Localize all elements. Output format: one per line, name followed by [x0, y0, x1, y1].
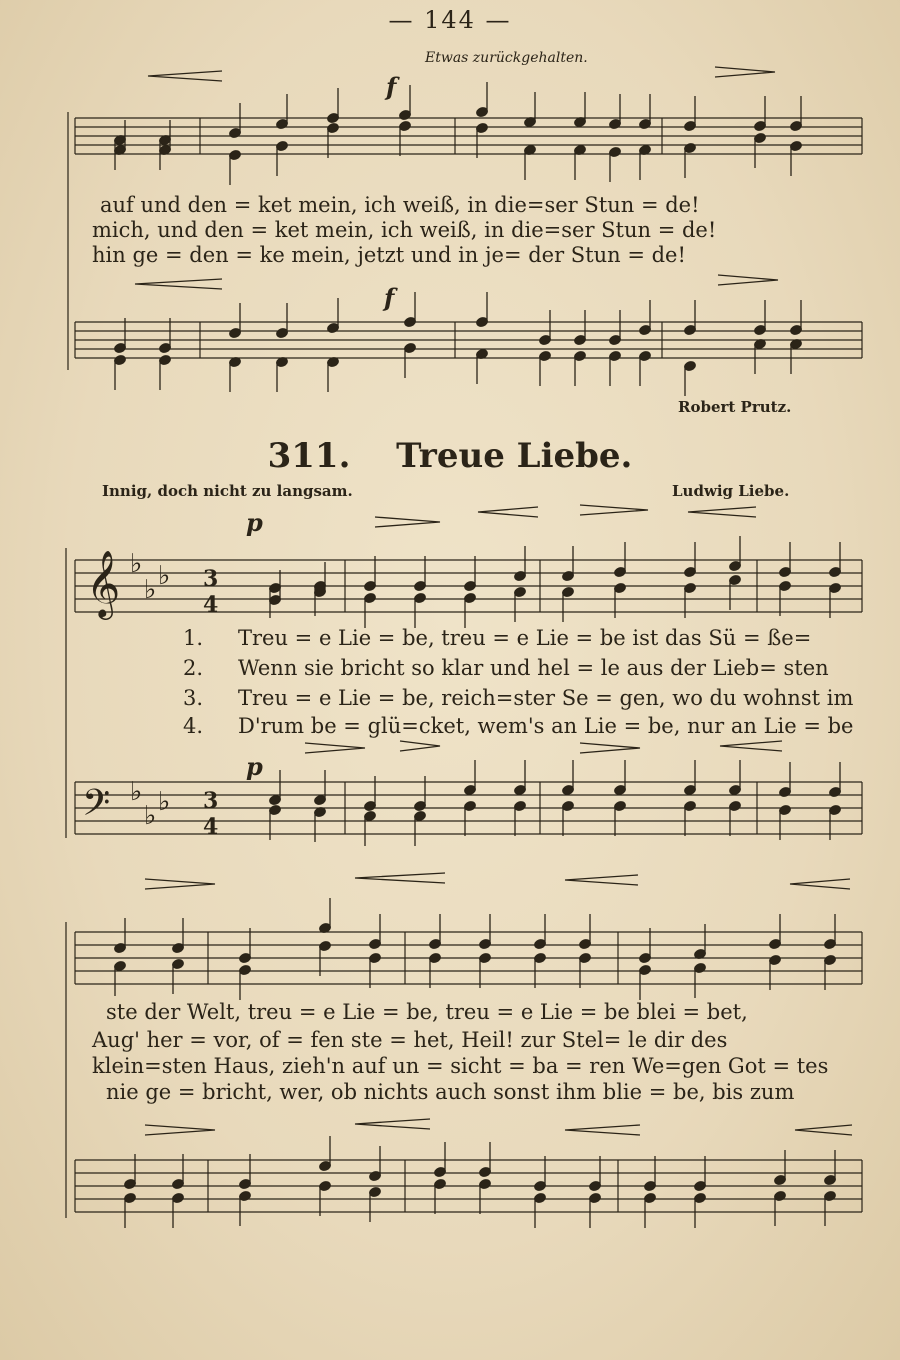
- treble-clef: 𝄞: [86, 549, 121, 617]
- verse-1-line-b: ste der Welt, treu = e Lie = be, treu = e Lie = be blei = bet,: [106, 1000, 748, 1024]
- verse-3-line-a: Treu = e Lie = be, reich=ster Se = gen, wo du wohnst im: [238, 686, 854, 710]
- staff-prev-lower: [75, 322, 862, 358]
- author-credit: Robert Prutz.: [678, 398, 792, 416]
- hairpin-311-12: [790, 879, 850, 889]
- hairpin-311-7: [580, 743, 640, 753]
- hairpin-prev-1: [148, 71, 222, 81]
- time-signature-bottom: 4: [203, 592, 219, 618]
- hymn-tempo: Innig, doch nicht zu langsam.: [102, 482, 353, 500]
- hairpin-311-6: [400, 741, 440, 751]
- hairpin-311-11: [565, 875, 638, 885]
- hymn-composer: Ludwig Liebe.: [672, 482, 790, 500]
- key-flat: ♭: [144, 801, 157, 831]
- verse-number-1: 1.: [183, 626, 204, 650]
- key-flat: ♭: [130, 549, 143, 579]
- hymn-title: [0, 436, 900, 476]
- hymn-name: Treue Liebe.: [396, 436, 633, 476]
- hairpin-311-13: [145, 1125, 215, 1135]
- hairpin-311-4: [688, 507, 756, 517]
- key-flat: ♭: [130, 777, 143, 807]
- hairpin-311-15: [565, 1125, 640, 1135]
- verse-number-3: 3.: [183, 686, 204, 710]
- verse-number-4: 4.: [183, 714, 204, 738]
- verse-4-line-b: nie ge = bricht, wer, ob nichts auch sonst ihm blie = be, bis zum: [106, 1080, 795, 1104]
- hairpin-311-14: [355, 1119, 430, 1129]
- time-signature-top: 3: [203, 788, 219, 814]
- key-flat: ♭: [158, 787, 171, 817]
- lyric-line-prev-2: mich, und den = ket mein, ich weiß, in die=ser Stun = de!: [92, 218, 717, 242]
- lyric-line-prev-1: auf und den = ket mein, ich weiß, in die=ser Stun = de!: [100, 193, 700, 217]
- hairpin-311-5: [305, 743, 365, 753]
- hairpin-311-16: [795, 1125, 852, 1135]
- hairpin-311-9: [145, 879, 215, 889]
- verse-2-line-a: Wenn sie bricht so klar und hel = le aus der Lieb= sten: [238, 656, 829, 680]
- hairpin-311-3: [580, 505, 648, 515]
- verse-1-line-a: Treu = e Lie = be, treu = e Lie = be ist das Sü = ße=: [238, 626, 812, 650]
- dynamic-forte-lower: f: [384, 283, 395, 312]
- hairpin-prev-3: [135, 279, 222, 289]
- staff-311-lower-2: [75, 1160, 862, 1212]
- time-signature-top: 3: [203, 566, 219, 592]
- key-flat: ♭: [158, 561, 171, 591]
- time-signature-bottom: 4: [203, 814, 219, 840]
- dynamic-piano-upper: p: [246, 508, 263, 537]
- hairpin-311-10: [355, 873, 445, 883]
- hymn-number: 311.: [267, 436, 351, 476]
- hairpin-prev-4: [718, 275, 778, 285]
- dynamic-forte-upper: f: [386, 72, 397, 101]
- key-flat: ♭: [144, 575, 157, 605]
- hairpin-311-8: [720, 741, 782, 751]
- hairpin-prev-2: [715, 67, 775, 77]
- tempo-marking: Etwas zurückgehalten.: [425, 50, 588, 66]
- verse-number-2: 2.: [183, 656, 204, 680]
- verse-3-line-b: klein=sten Haus, zieh'n auf un = sicht = ba = ren We=gen Got = tes: [92, 1054, 829, 1078]
- verse-4-line-a: D'rum be = glü=cket, wem's an Lie = be, nur an Lie = be: [238, 714, 854, 738]
- dynamic-piano-lower: p: [246, 752, 263, 781]
- lyric-line-prev-3: hin ge = den = ke mein, jetzt und in je= der Stun = de!: [92, 243, 686, 267]
- hairpin-311-2: [478, 507, 538, 517]
- bass-clef: 𝄢: [82, 782, 111, 833]
- hairpin-311-1: [375, 517, 440, 527]
- staff-prev-upper: [75, 118, 862, 154]
- verse-2-line-b: Aug' her = vor, of = fen ste = het, Heil! zur Stel= le dir des: [92, 1028, 728, 1052]
- page-number: — 144 —: [388, 6, 512, 34]
- staff-311-upper-2: [75, 932, 862, 984]
